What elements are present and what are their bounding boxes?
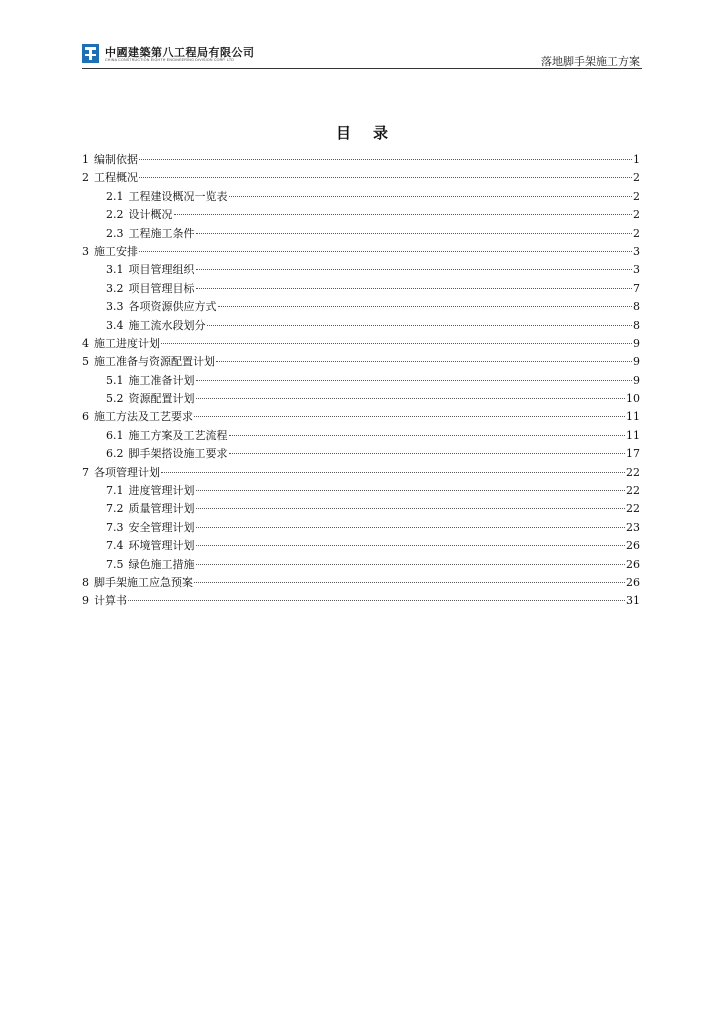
toc-entry[interactable] — [82, 280, 640, 298]
toc-entry-title: 编制依据 — [94, 153, 138, 166]
toc-entry-number: 5.2 — [106, 392, 124, 406]
toc-entry[interactable] — [82, 353, 640, 371]
toc-entry-title: 施工流水段划分 — [128, 318, 206, 332]
toc-entry-number: 7.1 — [106, 484, 124, 498]
toc-entry-page: 2 — [633, 171, 640, 185]
toc-entry-page: 26 — [626, 557, 640, 571]
dot-leader — [196, 490, 626, 491]
dot-leader — [216, 361, 632, 362]
dot-leader — [229, 196, 633, 197]
toc-entry-page: 7 — [633, 281, 640, 295]
cscec-logo-icon — [82, 44, 99, 63]
dot-leader — [196, 380, 633, 381]
toc-entry-title: 项目管理目标 — [128, 281, 195, 295]
toc-entry-number: 4 — [82, 336, 89, 350]
toc-entry[interactable] — [82, 298, 640, 316]
toc-entry[interactable] — [82, 445, 640, 463]
company-name-cn: 中國建築第八工程局有限公司 — [105, 46, 255, 59]
toc-entry[interactable] — [82, 537, 640, 555]
toc-entry-number: 5 — [82, 355, 89, 369]
toc-entry-page: 2 — [633, 208, 640, 222]
toc-heading: 目录 — [335, 124, 410, 142]
dot-leader — [139, 251, 632, 252]
dot-leader — [207, 325, 633, 326]
toc-entry[interactable] — [82, 464, 640, 482]
dot-leader — [196, 398, 626, 399]
toc-entry-number: 3.4 — [106, 318, 124, 332]
toc-entry-number: 3.2 — [106, 281, 124, 295]
toc-entry-number: 3.1 — [106, 263, 124, 277]
toc-entry[interactable] — [82, 500, 640, 518]
toc-entry-title: 环境管理计划 — [128, 539, 195, 553]
toc-entry-number: 8 — [82, 575, 89, 589]
toc-entry-page: 22 — [626, 465, 640, 479]
toc-entry-page: 2 — [633, 226, 640, 240]
toc-entry[interactable] — [82, 427, 640, 445]
toc-entry-page: 26 — [626, 539, 640, 553]
toc-entry-title: 进度管理计划 — [128, 484, 195, 498]
toc-entry[interactable] — [82, 317, 640, 335]
toc-entry-page: 11 — [626, 410, 640, 424]
toc-entry-title: 施工安排 — [94, 244, 138, 258]
toc-entry[interactable] — [82, 482, 640, 500]
toc-entry[interactable] — [82, 169, 640, 187]
toc-entry-title: 计算书 — [94, 594, 127, 608]
dot-leader — [161, 343, 632, 344]
toc-entry-number: 7.5 — [106, 557, 124, 571]
header-divider — [82, 68, 642, 69]
toc-entry-page: 9 — [633, 373, 640, 387]
toc-entry-page: 22 — [626, 502, 640, 516]
toc-entry[interactable] — [82, 206, 640, 224]
toc-entry-page: 3 — [633, 263, 640, 277]
dot-leader — [196, 288, 633, 289]
toc-entry-page: 9 — [633, 355, 640, 369]
dot-leader — [196, 545, 626, 546]
toc-entry-page: 22 — [626, 484, 640, 498]
dot-leader — [139, 177, 632, 178]
toc-entry-number: 9 — [82, 594, 89, 608]
toc-entry[interactable] — [82, 574, 640, 592]
toc-entry[interactable] — [82, 225, 640, 243]
toc-entry-number: 2.3 — [106, 226, 124, 240]
dot-leader — [128, 600, 625, 601]
toc-entry-number: 7.2 — [106, 502, 124, 516]
toc-entry[interactable] — [82, 261, 640, 279]
toc-entry-number: 3 — [82, 244, 89, 258]
toc-entry[interactable] — [82, 408, 640, 426]
toc-entry-page: 10 — [626, 392, 640, 406]
dot-leader — [196, 269, 633, 270]
toc-entry-title: 施工准备与资源配置计划 — [94, 355, 215, 369]
dot-leader — [196, 233, 633, 234]
dot-leader — [218, 306, 633, 307]
toc-entry-page: 26 — [626, 575, 640, 589]
toc-entry-title: 各项资源供应方式 — [128, 300, 217, 314]
toc-entry-title: 质量管理计划 — [128, 502, 195, 516]
company-name-en: CHINA CONSTRUCTION EIGHTH ENGINEERING DIVISION CORP. LTD — [105, 58, 235, 62]
page-header — [82, 42, 642, 68]
toc-entry-number: 3.3 — [106, 300, 124, 314]
toc-entry-title: 工程建设概况一览表 — [128, 189, 228, 203]
toc-entry-number: 2.2 — [106, 208, 124, 222]
toc-entry-title: 各项管理计划 — [94, 465, 160, 479]
toc-entry-page: 3 — [633, 244, 640, 258]
toc-entry-page: 11 — [626, 428, 640, 442]
toc-entry[interactable] — [82, 556, 640, 574]
toc-entry[interactable] — [82, 151, 640, 169]
toc-entry-number: 1 — [82, 153, 89, 166]
dot-leader — [196, 508, 626, 509]
toc-entry-title: 施工方案及工艺流程 — [128, 428, 228, 442]
toc-entry-number: 7.3 — [106, 520, 124, 534]
toc-entry-page: 1 — [633, 153, 640, 166]
toc-entry-number: 5.1 — [106, 373, 124, 387]
toc-entry[interactable] — [82, 592, 640, 610]
toc-entry-title: 项目管理组织 — [128, 263, 195, 277]
toc-entry-number: 6.1 — [106, 428, 124, 442]
toc-entry-title: 脚手架搭设施工要求 — [128, 447, 228, 461]
toc-entry[interactable] — [82, 188, 640, 206]
toc-entry-title: 设计概况 — [128, 208, 173, 222]
toc-entry-page: 2 — [633, 189, 640, 203]
toc-entry-title: 工程施工条件 — [128, 226, 195, 240]
toc-entry-title: 绿色施工措施 — [128, 557, 195, 571]
dot-leader — [194, 582, 625, 583]
toc-entry-page: 31 — [626, 594, 640, 608]
toc-entry-page: 8 — [633, 318, 640, 332]
toc-entry[interactable] — [82, 335, 640, 353]
toc-entry[interactable] — [82, 519, 640, 537]
toc-entry[interactable] — [82, 243, 640, 261]
toc-entry-number: 6.2 — [106, 447, 124, 461]
toc-entry-number: 2.1 — [106, 189, 124, 203]
toc-entry-title: 安全管理计划 — [128, 520, 195, 534]
toc-entry-page: 17 — [626, 447, 640, 461]
dot-leader — [174, 214, 633, 215]
toc-entry-title: 资源配置计划 — [128, 392, 195, 406]
toc-entry-number: 2 — [82, 171, 89, 185]
toc-entry-page: 23 — [626, 520, 640, 534]
dot-leader — [196, 564, 626, 565]
toc-entry-title: 施工进度计划 — [94, 336, 160, 350]
toc-entry-title: 施工准备计划 — [128, 373, 195, 387]
dot-leader — [161, 472, 625, 473]
toc-entry-page: 8 — [633, 300, 640, 314]
toc-entry-number: 7 — [82, 465, 89, 479]
document-title: 落地脚手架施工方案 — [541, 55, 640, 68]
toc-entry[interactable] — [82, 390, 640, 408]
toc-entry-title: 工程概况 — [94, 171, 138, 185]
dot-leader — [194, 416, 625, 417]
toc-entry[interactable] — [82, 372, 640, 390]
dot-leader — [139, 159, 632, 160]
dot-leader — [229, 435, 626, 436]
dot-leader — [229, 453, 626, 454]
toc-entry-number: 6 — [82, 410, 89, 424]
toc-entry-page: 9 — [633, 336, 640, 350]
table-of-contents — [82, 151, 640, 611]
toc-entry-title: 脚手架施工应急预案 — [94, 575, 193, 589]
toc-entry-title: 施工方法及工艺要求 — [94, 410, 193, 424]
dot-leader — [196, 527, 626, 528]
toc-entry-number: 7.4 — [106, 539, 124, 553]
